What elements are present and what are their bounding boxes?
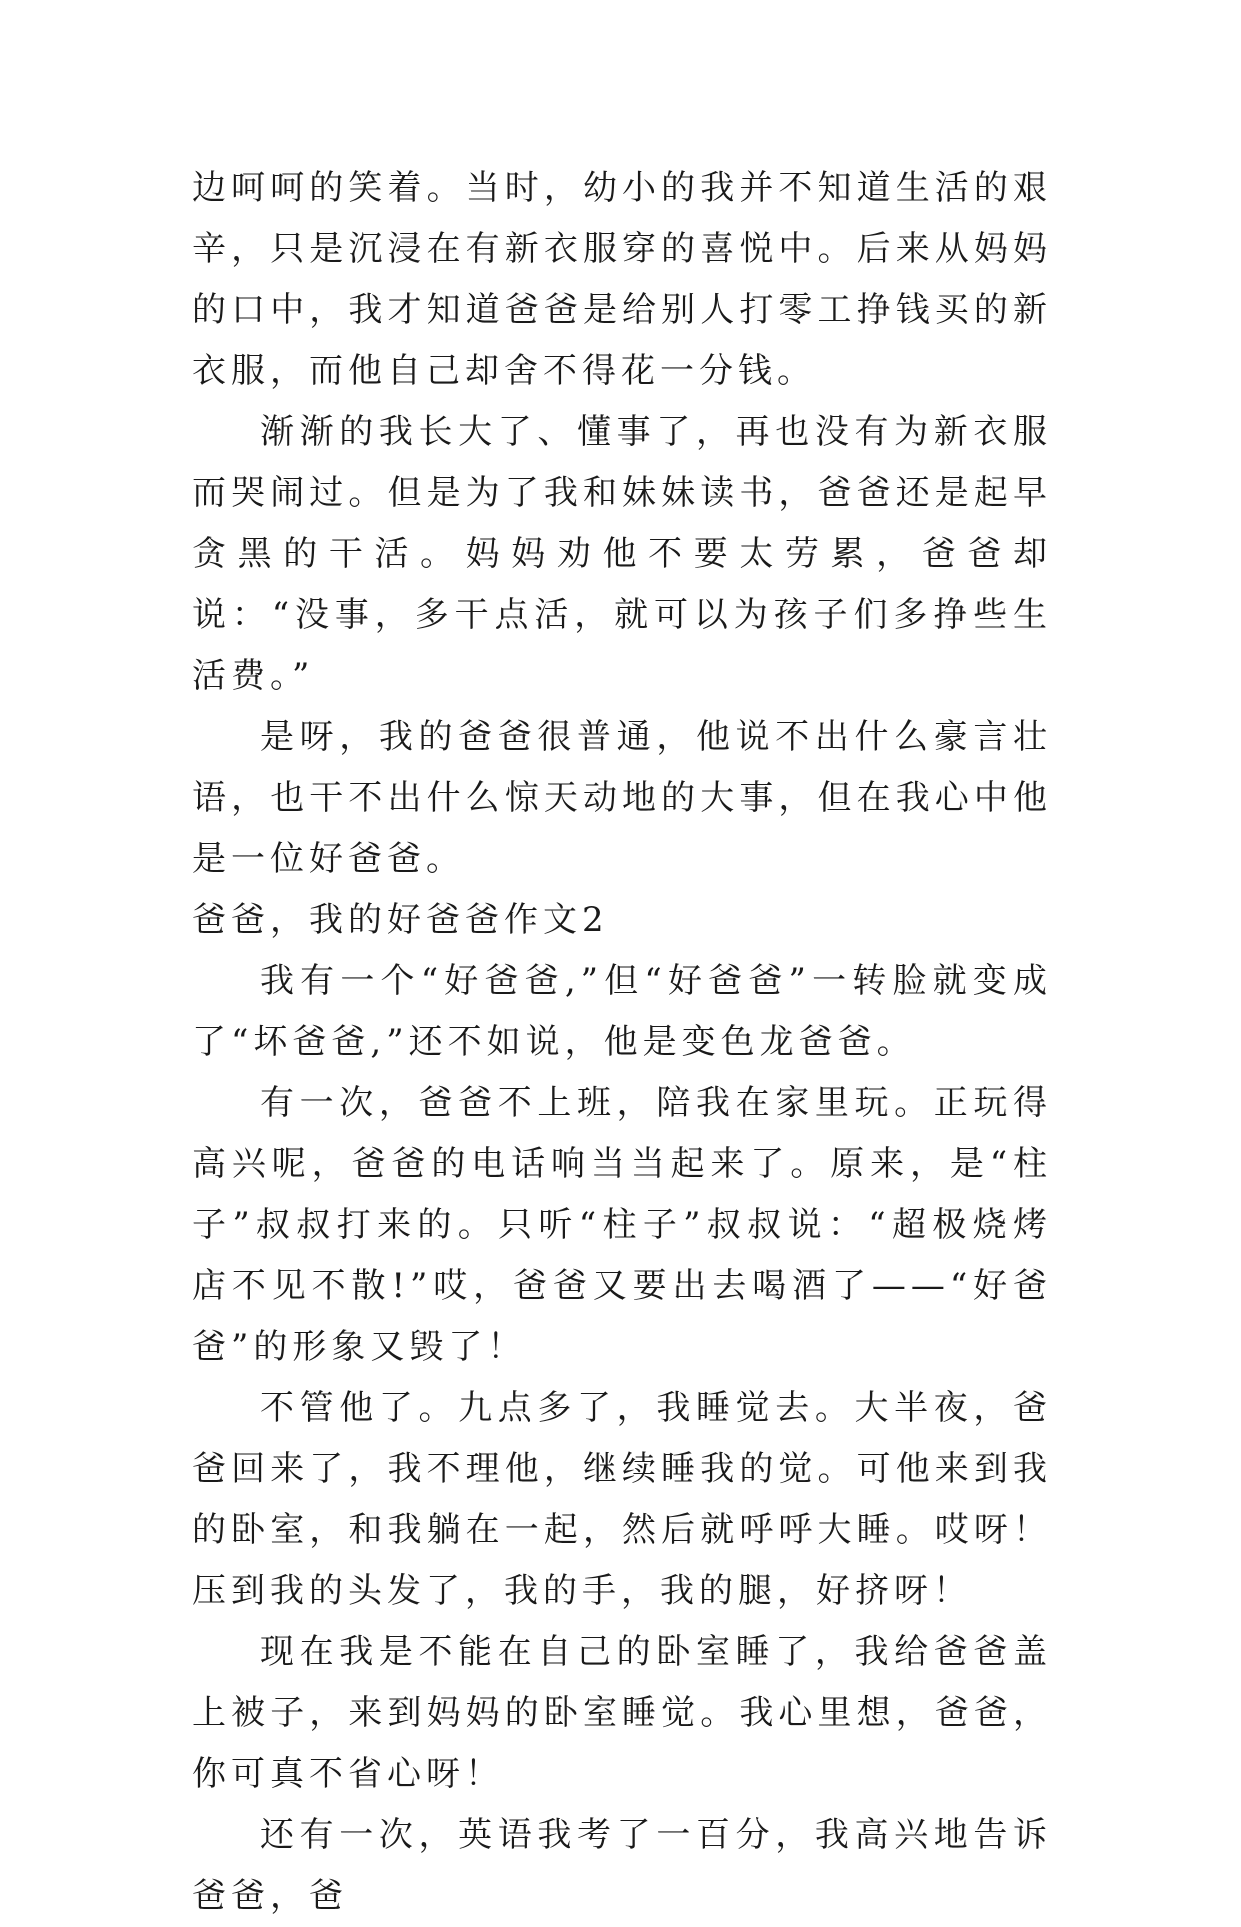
paragraph: 还有一次，英语我考了一百分，我高兴地告诉爸爸，爸 (192, 1815, 1052, 1916)
paragraph: 我有一个“好爸爸,”但“好爸爸”一转脸就变成了“坏爸爸,”还不如说，他是变色龙爸爸。 (192, 961, 1052, 1062)
paragraph: 是呀，我的爸爸很普通，他说不出什么豪言壮语，也干不出什么惊天动地的大事，但在我心中他是一位好爸爸。 (192, 717, 1052, 879)
paragraph: 有一次，爸爸不上班，陪我在家里玩。正玩得高兴呢，爸爸的电话响当当起来了。原来，是“柱子”叔叔打来的。只听“柱子”叔叔说：“超极烧烤店不见不散!”哎，爸爸又要出去喝酒了——“好爸爸”的形象又毁了！ (192, 1083, 1052, 1367)
paragraph: 渐渐的我长大了、懂事了，再也没有为新衣服而哭闹过。但是为了我和妹妹读书，爸爸还是起早贪黑的干活。妈妈劝他不要太劳累，爸爸却说：“没事，多干点活，就可以为孩子们多挣些生活费。” (192, 412, 1052, 696)
essay-heading: 爸爸，我的好爸爸作文2 (192, 900, 609, 940)
paragraph: 不管他了。九点多了，我睡觉去。大半夜，爸爸回来了，我不理他，继续睡我的觉。可他来到我的卧室，和我躺在一起，然后就呼呼大睡。哎呀！压到我的头发了，我的手，我的腿，好挤呀！ (192, 1388, 1052, 1611)
article-body (192, 158, 1052, 1927)
paragraph: 现在我是不能在自己的卧室睡了，我给爸爸盖上被子，来到妈妈的卧室睡觉。我心里想，爸爸，你可真不省心呀！ (192, 1632, 1052, 1794)
paragraph-continuation: 边呵呵的笑着。当时，幼小的我并不知道生活的艰辛，只是沉浸在有新衣服穿的喜悦中。后来从妈妈的口中，我才知道爸爸是给别人打零工挣钱买的新衣服，而他自己却舍不得花一分钱。 (192, 168, 1052, 391)
